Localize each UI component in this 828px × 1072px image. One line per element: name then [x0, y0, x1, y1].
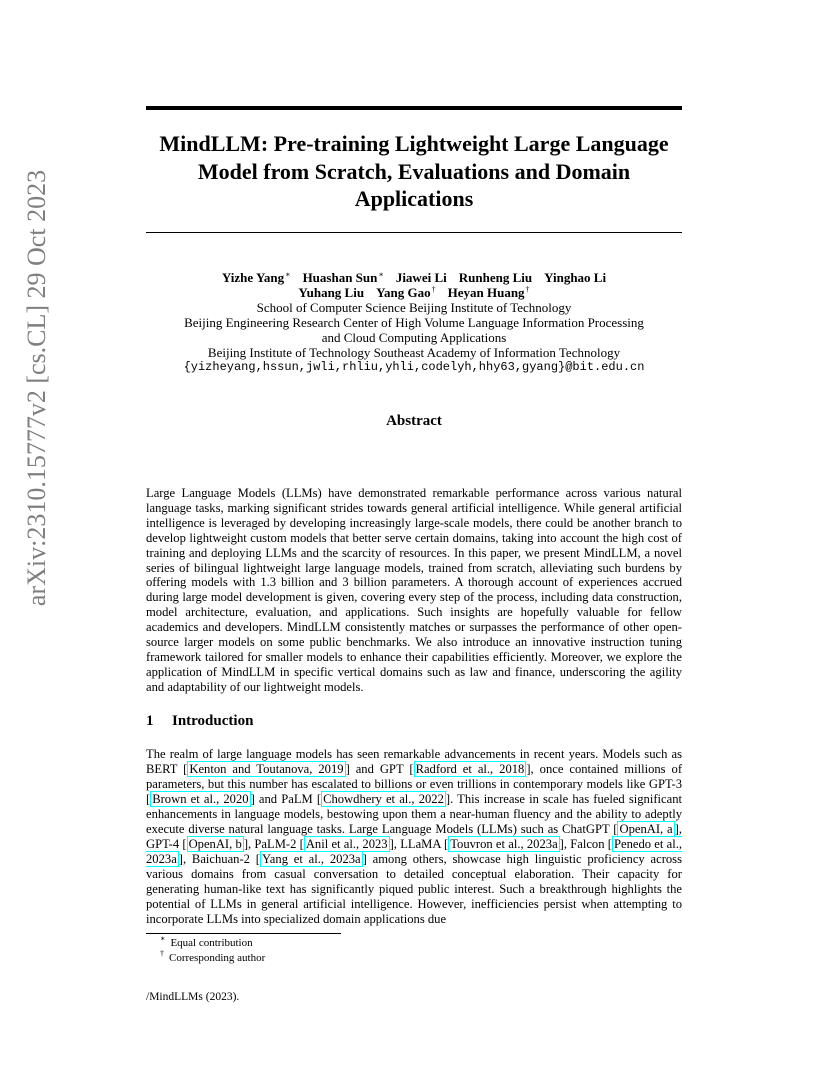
paper-title: MindLLM: Pre-training Lightweight Large Language Model from Scratch, Evaluations and Domain Applications — [159, 131, 669, 211]
author-name: Runheng Liu — [458, 270, 533, 285]
author-name: Huashan Sun — [302, 270, 378, 285]
citation-link[interactable]: Penedo et al., 2023a — [146, 837, 682, 866]
citation-link[interactable]: Touvron et al., 2023a — [450, 837, 558, 851]
author-name: Yang Gao — [376, 285, 431, 300]
citation-link[interactable]: OpenAI, b — [188, 837, 242, 851]
section-heading-introduction — [146, 713, 682, 730]
title-rule-bottom — [146, 232, 682, 233]
intro-text: ] among others, showcase high linguistic proficiency across various domains from casual conversation to detailed conceptual elaboration. Their capacity for generating human-like text has significantly piqued public interest. Such a breakthrough highlights the potential of LLMs in general artificial intelligence. However, inefficiencies persist when attempting to incorporate LLMs into specialized domain applications due — [146, 852, 682, 926]
abstract-body: Large Language Models (LLMs) have demonstrated remarkable performance across various natural language tasks, marking significant strides towards general artificial intelligence. While general artificial intelligence is leveraged by developing increasingly large-scale models, there could be another branch to develop lightweight custom models that better serve certain domains, taking into account the high cost of training and deploying LLMs and the scarcity of resources. In this paper, we present MindLLM, a novel series of bilingual lightweight large language models, trained from scratch, alleviating such burdens by offering models with 1.3 billion and 3 billion parameters. A thorough account of experiences accrued during large model development is given, covering every step of the process, including data construction, model architecture, evaluation, and applications. Such insights are hopefully valuable for fellow academics and developers. MindLLM consistently matches or surpasses the performance of other open-source larger models on some public benchmarks. We also introduce an innovative instruction tuning framework tailored for smaller models to enhance their capabilities efficiently. Moreover, we explore the application of MindLLM in specific vertical domains such as law and finance, underscoring the agility and adaptability of our lightweight models. — [146, 486, 682, 694]
bottom-note: /MindLLMs (2023). — [146, 991, 240, 1003]
intro-text: ] and PaLM [ — [250, 792, 322, 806]
footnote-rule — [146, 933, 341, 934]
affiliation-1: School of Computer Science Beijing Institute of Technology — [256, 300, 572, 315]
footnote-text: Equal contribution — [170, 937, 253, 949]
author-block — [146, 270, 682, 375]
footnote-equal-contribution — [160, 936, 680, 951]
citation-link[interactable]: Brown et al., 2020 — [152, 792, 249, 806]
citation-link[interactable]: Yang et al., 2023a — [261, 852, 361, 866]
intro-text: ], PaLM-2 [ — [243, 837, 304, 851]
footnote-mark: ∗ — [160, 934, 166, 944]
author-name: Yizhe Yang — [221, 270, 285, 285]
citation-link[interactable]: Radford et al., 2018 — [415, 762, 525, 776]
intro-text: ], Baichuan-2 [ — [178, 852, 260, 866]
footnotes — [160, 936, 680, 966]
intro-text: ], LLaMA [ — [389, 837, 449, 851]
abstract-heading: Abstract — [386, 413, 442, 429]
author-name: Yinghao Li — [544, 270, 607, 285]
author-name: Heyan Huang — [447, 285, 525, 300]
footnote-mark: † — [160, 949, 164, 959]
author-mark: ∗ — [285, 269, 291, 279]
section-title: Introduction — [172, 713, 254, 729]
author-name: Jiawei Li — [395, 270, 447, 285]
intro-text: ], GPT-4 [ — [146, 822, 682, 851]
citation-link[interactable]: Chowdhery et al., 2022 — [323, 792, 444, 806]
intro-text: ], Falcon [ — [559, 837, 612, 851]
author-mark: † — [525, 284, 530, 294]
author-mark: ∗ — [378, 269, 384, 279]
author-row-1 — [146, 270, 682, 285]
author-row-2 — [146, 285, 682, 300]
intro-text: ], once contained millions of parameters, but this number has escalated to billions or even trillions in contemporary models like GPT-3 [ — [146, 762, 683, 806]
intro-text: The realm of large language models has seen remarkable advancements in recent years. Models such as BERT [ — [146, 747, 682, 776]
intro-text: ]. This increase in scale has fueled significant enhancements in language models, bestowing upon them a near-human fluency and the ability to adeptly execute diverse natural language tasks. Large Language Models (LLMs) such as ChatGPT [ — [146, 792, 683, 836]
arxiv-stamp: arXiv:2310.15777v2 [cs.CL] 29 Oct 2023 — [22, 169, 51, 607]
affiliation-3: and Cloud Computing Applications — [321, 330, 507, 345]
section-number: 1 — [146, 713, 154, 729]
intro-text: ] and GPT [ — [345, 762, 414, 776]
affiliation-2: Beijing Engineering Research Center of High Volume Language Information Processing — [184, 315, 644, 330]
author-emails: {yizheyang,hssun,jwli,rhliu,yhli,codelyh,hhy63,gyang}@bit.edu.cn — [183, 360, 645, 374]
author-mark: † — [431, 284, 436, 294]
citation-link[interactable]: OpenAI, a — [619, 822, 673, 836]
introduction-body — [146, 747, 682, 927]
citation-link[interactable]: Kenton and Toutanova, 2019 — [189, 762, 344, 776]
footnote-corresponding-author — [160, 951, 680, 966]
citation-link[interactable]: Anil et al., 2023 — [305, 837, 388, 851]
title-rule-top — [146, 106, 682, 110]
affiliation-4: Beijing Institute of Technology Southeast Academy of Information Technology — [207, 345, 621, 360]
footnote-text: Corresponding author — [169, 952, 266, 964]
author-name: Yuhang Liu — [298, 285, 365, 300]
